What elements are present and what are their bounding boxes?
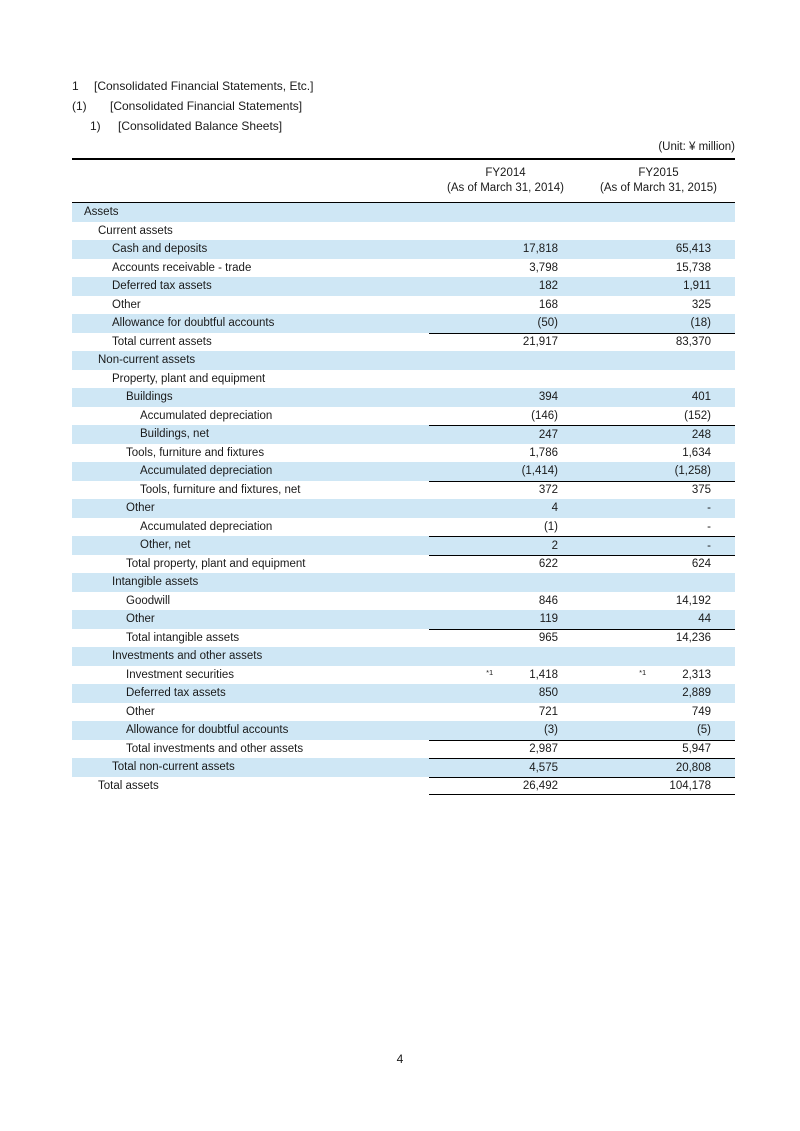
row-value-fy2014 [429, 684, 582, 703]
row-value-fy2015 [582, 407, 735, 426]
row-label-cell [72, 222, 429, 241]
row-value-fy2014 [429, 203, 582, 222]
row-value-fy2015-text: 749 [691, 705, 711, 718]
row-label: Tools, furniture and fixtures [126, 446, 265, 459]
table-row [72, 499, 735, 518]
row-label: Other [112, 298, 141, 311]
row-value-fy2014 [429, 240, 582, 259]
row-value-fy2014-text: 1,418 [529, 668, 558, 681]
row-value-fy2015-text: 15,738 [675, 261, 711, 274]
row-label: Total non-current assets [112, 761, 235, 774]
row-value-fy2015-text: 2,313 [682, 668, 711, 681]
row-value-fy2015 [582, 610, 735, 629]
row-value-fy2015 [582, 259, 735, 278]
row-label: Buildings, net [140, 428, 210, 441]
page-content [72, 0, 735, 795]
row-label: Other, net [140, 539, 191, 552]
table-row [72, 296, 735, 315]
row-value-fy2015 [582, 444, 735, 463]
row-value-fy2014 [429, 277, 582, 296]
row-label: Current assets [98, 224, 173, 237]
row-value-fy2015 [582, 499, 735, 518]
row-value-fy2015-text: (18) [690, 317, 711, 330]
row-label: Tools, furniture and fixtures, net [140, 483, 301, 496]
balance-sheet-table [72, 158, 735, 795]
row-label: Total intangible assets [126, 631, 240, 644]
row-label: Allowance for doubtful accounts [126, 724, 289, 737]
table-row [72, 610, 735, 629]
row-value-fy2014 [429, 647, 582, 666]
heading-level-1 [72, 76, 735, 96]
row-label-cell [72, 370, 429, 389]
row-value-fy2015 [582, 351, 735, 370]
row-value-fy2015-text: (1,258) [674, 465, 711, 478]
row-label-cell [72, 259, 429, 278]
row-value-fy2014-text: 17,818 [522, 243, 558, 256]
row-label: Deferred tax assets [112, 280, 212, 293]
row-label-cell [72, 721, 429, 740]
table-row [72, 259, 735, 278]
row-value-fy2015-text: 14,192 [675, 594, 711, 607]
row-value-fy2014 [429, 518, 582, 537]
row-label: Assets [84, 206, 119, 219]
row-value-fy2015-text: 44 [698, 613, 711, 626]
row-value-fy2014-text: 21,917 [522, 336, 558, 349]
table-row [72, 370, 735, 389]
row-value-fy2015 [582, 666, 735, 685]
table-row [72, 481, 735, 500]
row-value-fy2015 [582, 721, 735, 740]
row-value-fy2014 [429, 592, 582, 611]
row-value-fy2015 [582, 536, 735, 555]
row-value-fy2014-text: 2,987 [529, 743, 558, 756]
row-value-fy2014 [429, 703, 582, 722]
row-label-cell [72, 314, 429, 333]
column-header-fy2015 [582, 166, 735, 196]
column-header-fy2014-date: (As of March 31, 2014) [447, 182, 564, 194]
row-value-fy2014-text: 4,575 [529, 761, 558, 774]
row-label: Accumulated depreciation [140, 409, 273, 422]
row-value-fy2015 [582, 333, 735, 352]
row-value-fy2014-text: 3,798 [529, 261, 558, 274]
row-label: Total current assets [112, 335, 212, 348]
heading-number: 1 [72, 79, 79, 93]
footnote-marker: *1 [486, 667, 494, 677]
row-value-fy2015 [582, 222, 735, 241]
row-value-fy2014-text: 4 [551, 502, 558, 515]
row-value-fy2015 [582, 555, 735, 574]
row-value-fy2014-text: 2 [551, 539, 558, 552]
table-row [72, 388, 735, 407]
row-value-fy2014 [429, 481, 582, 500]
page-number: 4 [396, 1052, 404, 1066]
row-label-cell [72, 296, 429, 315]
table-row [72, 555, 735, 574]
table-row [72, 777, 735, 796]
row-value-fy2014 [429, 351, 582, 370]
row-label-cell [72, 462, 429, 481]
table-row [72, 518, 735, 537]
row-value-fy2015 [582, 240, 735, 259]
row-label: Deferred tax assets [126, 687, 226, 700]
table-row [72, 592, 735, 611]
row-value-fy2014-text: 168 [538, 298, 558, 311]
row-label-cell [72, 536, 429, 555]
table-row [72, 333, 735, 352]
row-value-fy2015-text: 14,236 [675, 632, 711, 645]
row-value-fy2015-text: 325 [691, 298, 711, 311]
row-label-cell [72, 444, 429, 463]
table-row [72, 758, 735, 777]
heading-label: [Consolidated Financial Statements, Etc.] [94, 79, 314, 93]
row-label: Investments and other assets [112, 650, 263, 663]
row-value-fy2015-text: 1,634 [682, 446, 711, 459]
row-value-fy2014 [429, 721, 582, 740]
row-value-fy2015-text: 5,947 [682, 743, 711, 756]
row-label: Other [126, 502, 155, 515]
table-row [72, 425, 735, 444]
row-value-fy2015-text: (152) [684, 409, 711, 422]
table-row [72, 740, 735, 759]
row-value-fy2014-text: 119 [539, 613, 558, 626]
row-value-fy2015-text: 401 [691, 391, 711, 404]
row-value-fy2014 [429, 425, 582, 444]
row-value-fy2015 [582, 629, 735, 648]
row-value-fy2014 [429, 740, 582, 759]
heading-number: (1) [72, 99, 87, 113]
row-label: Total property, plant and equipment [126, 557, 306, 570]
row-value-fy2015-text: 65,413 [675, 243, 711, 256]
row-value-fy2015 [582, 314, 735, 333]
row-value-fy2015-text: 2,889 [682, 687, 711, 700]
row-value-fy2015-text: 104,178 [669, 779, 711, 792]
row-value-fy2014 [429, 610, 582, 629]
row-label: Accounts receivable - trade [112, 261, 252, 274]
row-label: Non-current assets [98, 354, 196, 367]
row-value-fy2014-text: (3) [543, 724, 558, 737]
row-value-fy2014-text: (1) [543, 520, 558, 533]
row-label: Total investments and other assets [126, 742, 304, 755]
row-value-fy2014-text: 26,492 [522, 779, 558, 792]
table-row [72, 407, 735, 426]
row-value-fy2015 [582, 684, 735, 703]
row-value-fy2015 [582, 203, 735, 222]
row-value-fy2014-text: 394 [538, 391, 558, 404]
row-value-fy2015 [582, 370, 735, 389]
row-value-fy2015-text: 20,808 [675, 761, 711, 774]
row-label: Accumulated depreciation [140, 520, 273, 533]
row-label-cell [72, 629, 429, 648]
row-label: Other [126, 613, 155, 626]
row-value-fy2014 [429, 370, 582, 389]
row-value-fy2015-text: 83,370 [675, 336, 711, 349]
row-value-fy2015 [582, 481, 735, 500]
row-value-fy2014-text: (1,414) [521, 465, 558, 478]
row-label: Buildings [126, 391, 173, 404]
row-value-fy2014 [429, 666, 582, 685]
row-value-fy2014 [429, 462, 582, 481]
row-label-cell [72, 647, 429, 666]
row-value-fy2014 [429, 388, 582, 407]
row-label: Goodwill [126, 594, 171, 607]
row-label: Allowance for doubtful accounts [112, 317, 275, 330]
row-label-cell [72, 777, 429, 796]
row-value-fy2014-text: 372 [538, 484, 558, 497]
row-label-cell [72, 333, 429, 352]
table-row [72, 573, 735, 592]
row-label-cell [72, 555, 429, 574]
row-value-fy2015 [582, 425, 735, 444]
row-value-fy2014 [429, 758, 582, 777]
row-value-fy2014-text: 850 [538, 687, 558, 700]
table-header [72, 160, 735, 203]
heading-level-2 [72, 96, 735, 116]
row-value-fy2014 [429, 573, 582, 592]
table-row [72, 240, 735, 259]
row-value-fy2015 [582, 758, 735, 777]
row-value-fy2015 [582, 462, 735, 481]
row-value-fy2015-text: (5) [696, 724, 711, 737]
unit-note: (Unit: ¥ million) [658, 141, 735, 153]
row-value-fy2014 [429, 333, 582, 352]
row-value-fy2014-text: 846 [538, 594, 558, 607]
table-row [72, 462, 735, 481]
column-header-fy2015-title: FY2015 [638, 167, 679, 179]
table-row [72, 314, 735, 333]
row-label-cell [72, 573, 429, 592]
table-row [72, 222, 735, 241]
row-value-fy2014-text: 182 [538, 280, 558, 293]
row-label-cell [72, 425, 429, 444]
row-value-fy2014 [429, 259, 582, 278]
row-label: Total assets [98, 779, 159, 792]
row-label: Accumulated depreciation [140, 465, 273, 478]
column-header-fy2014-title: FY2014 [485, 167, 526, 179]
row-label-cell [72, 240, 429, 259]
row-value-fy2014-text: 622 [538, 558, 558, 571]
row-value-fy2015 [582, 592, 735, 611]
row-value-fy2014-text: 965 [538, 632, 558, 645]
row-value-fy2014 [429, 499, 582, 518]
row-label-cell [72, 277, 429, 296]
row-value-fy2015 [582, 518, 735, 537]
row-label: Investment securities [126, 668, 235, 681]
row-label-cell [72, 666, 429, 685]
row-value-fy2015-text: 248 [691, 428, 711, 441]
row-label-cell [72, 758, 429, 777]
row-label-cell [72, 481, 429, 500]
footnote-marker: *1 [639, 667, 647, 677]
table-row [72, 203, 735, 222]
row-label: Cash and deposits [112, 243, 208, 256]
row-label-cell [72, 518, 429, 537]
row-value-fy2014 [429, 314, 582, 333]
row-value-fy2015-text: 1,911 [683, 280, 711, 293]
row-value-fy2014 [429, 629, 582, 648]
row-label-cell [72, 703, 429, 722]
row-value-fy2014 [429, 222, 582, 241]
table-row [72, 703, 735, 722]
row-value-fy2015 [582, 296, 735, 315]
row-value-fy2014 [429, 555, 582, 574]
heading-label: [Consolidated Financial Statements] [110, 99, 303, 113]
column-header-fy2015-date: (As of March 31, 2015) [600, 182, 717, 194]
heading-level-3 [90, 116, 735, 136]
table-row [72, 647, 735, 666]
row-value-fy2014-text: (50) [537, 317, 558, 330]
table-row [72, 536, 735, 555]
table-row [72, 629, 735, 648]
row-value-fy2015-text: - [707, 502, 711, 515]
row-value-fy2015 [582, 647, 735, 666]
row-value-fy2014-text: 1,786 [529, 446, 558, 459]
row-value-fy2015 [582, 388, 735, 407]
row-value-fy2014-text: 247 [538, 428, 558, 441]
balance-sheet-rows [72, 203, 735, 795]
row-value-fy2015 [582, 277, 735, 296]
row-label-cell [72, 351, 429, 370]
row-value-fy2015 [582, 703, 735, 722]
row-value-fy2015 [582, 777, 735, 796]
row-value-fy2014-text: 721 [538, 705, 558, 718]
row-value-fy2015-text: 375 [691, 484, 711, 497]
row-value-fy2015-text: - [707, 539, 711, 552]
row-value-fy2015-text: 624 [691, 558, 711, 571]
row-label-cell [72, 499, 429, 518]
heading-number: 1) [90, 119, 101, 133]
row-label-cell [72, 592, 429, 611]
row-value-fy2015-text: - [707, 520, 711, 533]
row-label-cell [72, 407, 429, 426]
row-value-fy2014 [429, 296, 582, 315]
table-row [72, 721, 735, 740]
row-label-cell [72, 388, 429, 407]
table-row [72, 666, 735, 685]
row-label-cell [72, 610, 429, 629]
row-value-fy2014 [429, 777, 582, 796]
heading-label: [Consolidated Balance Sheets] [118, 119, 283, 133]
column-header-fy2014 [429, 166, 582, 196]
row-label-cell [72, 203, 429, 222]
table-row [72, 684, 735, 703]
row-value-fy2014 [429, 444, 582, 463]
table-row [72, 444, 735, 463]
row-label-cell [72, 684, 429, 703]
row-label: Property, plant and equipment [112, 372, 266, 385]
table-row [72, 277, 735, 296]
section-headings [72, 76, 735, 136]
row-value-fy2014 [429, 536, 582, 555]
row-value-fy2015 [582, 573, 735, 592]
table-row [72, 351, 735, 370]
row-label-cell [72, 740, 429, 759]
row-label: Other [126, 705, 155, 718]
row-value-fy2014-text: (146) [531, 409, 558, 422]
row-value-fy2014 [429, 407, 582, 426]
row-value-fy2015 [582, 740, 735, 759]
row-label: Intangible assets [112, 576, 199, 589]
